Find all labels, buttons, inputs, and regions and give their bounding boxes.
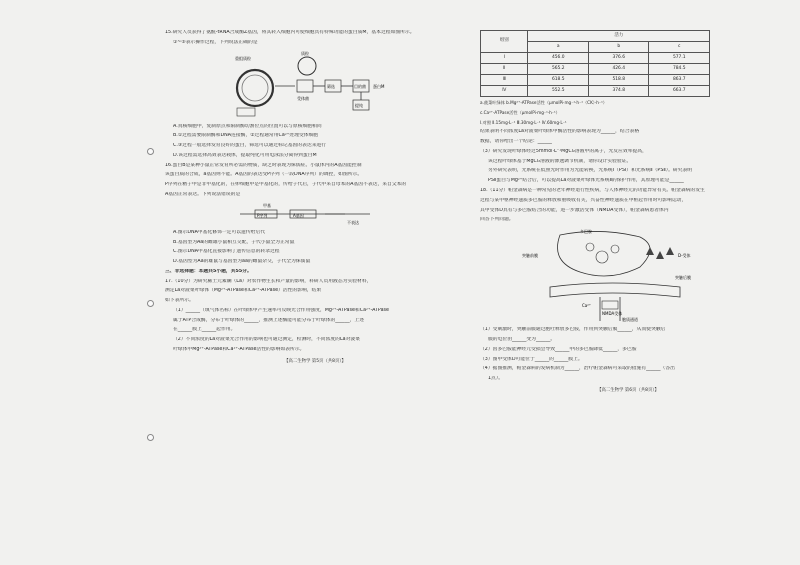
table-cell: 518.8 [588,75,649,86]
table-row [481,86,710,97]
plasmid-diagram [215,50,395,120]
table-cell: 376.6 [588,53,649,64]
q18-sub-line: 1点）。 [488,376,504,382]
q18-line: 回答下列问题。 [480,217,514,223]
q17-cont-line: 结果表明不同浓度La对菠菜叶绿体中酶活性的影响表现为______，结合表格 [480,129,640,135]
q18-sub-line: （1）受刺激时，突触前膜通过胞吐释放多巴胺，作用到突触后膜______，从而使突触后 [480,327,666,333]
q17-cont-line: 该过程叶绿体基于MgCl₂溶液的渗透调节机制，请你设计实验验证。 [488,158,632,164]
fig-label: 筛选 [327,83,335,89]
table-header-cell: 组别 [481,31,528,53]
q16-stem-4: A基因正常表达。下列说法错误的是 [165,192,241,198]
q18-figure [480,227,776,323]
table-header-cell: 活力 [528,31,710,42]
table-cell: 456.0 [528,53,589,64]
table-cell: 784.5 [649,64,710,75]
table-cell: Ⅳ [481,86,528,97]
fig-label: 胞质通道 [622,317,638,323]
q18-sub-line: （3）图中受体D可能位于______的______膜上。 [480,356,583,362]
q17-cont-line: PSⅡ蛋白与Mg²⁺结合后，可以提高La对菠菜叶绿体光系统Ⅱ的保护作用，其原理可能是______ [488,178,684,184]
fig-label: Ca²⁺ [582,303,591,309]
fig-label: P序列 [257,212,268,218]
fig-label: 蛋白M [373,83,385,89]
q17-line: （2）不同浓度的La对菠菜光合作用的影响也可通过测定，检测时，不同浓度的La对菠菜 [173,337,360,343]
fig-label: 甲基 [263,202,271,208]
q18-sub-line: （4）据图推测，帕金森病的发病机制为______，治疗帕金森病可采取的措施有______（答出 [480,366,675,372]
table-header-row [481,31,710,42]
table-cell: Ⅲ [481,75,528,86]
table-cell: 374.8 [588,86,649,97]
q16-option-a: A.图示DNA甲基化修饰一定可以遗传给后代 [173,229,266,235]
q15-stem: 15.研究人员获得了氨酰-tRNA合成酶Z基因，将其转入细胞内可使细胞具有特殊功能的蛋白质M，基本过程如图所示。 [165,30,415,35]
fig-label: 受体菌 [297,95,309,101]
methylation-diagram [235,202,375,226]
q16-stem-2: 该蛋白质的合成，a基因则不能。A基因的表达受P序列（一段DNA序列）的调控，如图所示。 [165,172,363,178]
page-footer: 【高二生物学 第6页（共8页）】 [597,387,659,393]
fig-label: 目的菌 [354,83,366,89]
table-cell: 565.2 [528,64,589,75]
table-cell: 577.1 [649,53,710,64]
fig-label: 突触后膜 [675,275,691,281]
table-header-cell: c [649,42,710,53]
page-footer: 【高二生物学 第5页（共8页）】 [284,358,346,364]
q17-line: 17.（10分）为研究稀土元素镧（La）对农作物生长和产量的影响，科研人员用液态为实验材料， [165,278,372,284]
table-cell: Ⅱ [481,64,528,75]
fig-label: 不表达 [347,219,359,225]
q16-stem: 16.蛋白B是某种小鼠正常发育所必需的物质，缺乏时表现为侏儒症。小鼠体内的A基因能控制 [165,162,362,168]
fig-label: 突触前膜 [522,253,538,259]
q15-option-c: C.③过程一般选择发育良好的蛋白，筛选可以通过标记基因的表达来进行 [173,143,327,149]
q17-line: 叶绿体中Mg²⁺-ATPase和Ca²⁺-ATPase活性的影响如表所示。 [173,347,305,352]
table-note: c.Ca²⁺-ATPase活性（μmolPi·mg⁻¹·h⁻¹） [480,109,560,115]
q16-figure [165,202,465,226]
q17-cont-line: 数据，请你给出一个结论：______ [480,139,552,145]
table-cell: 426.4 [588,64,649,75]
table-note: a.菠菜叶绿体 b.Mg²⁺-ATPase活性（μmolPi·mg⁻¹·h⁻¹（CK）·h⁻¹） [480,100,607,105]
q15-option-a: A.真核细胞中，复制原点和限制酶切割位点的位置可以与原核细胞相同 [173,123,322,129]
q15-option-b: B.①过程需要限制酶和DNA连接酶，②过程通常用Ca²⁺处理受体细胞 [173,133,319,139]
table-cell: 863.7 [649,75,710,86]
fig-label: NMDA受体 [602,311,623,317]
q18-line: 其中受体D具有与多巴胺结合的功能，进一步激活受体（NMDA受体），帕金森病患者体内 [480,207,669,213]
table-header-cell: a [528,42,589,53]
q17-line: 测定La对菠菜叶绿体（Mg²⁺-ATPase和Ca²⁺-ATPase）活性的影响，结果 [165,288,322,294]
binding-hole [147,434,154,441]
fig-label: 质粒 [301,50,309,56]
q15-figure [165,50,465,120]
fig-label: D-受体 [678,253,691,259]
fig-label: 重组质粒 [235,55,251,61]
table-cell: Ⅰ [481,53,528,64]
q16-option-c: C.图示DNA甲基化直接影响了遗传信息的转录过程 [173,249,280,255]
q18-line: 18.（11分）帕金森病是一种常见的老年神经退行性疾病，与人体神经元的功能异常有关。帕金森病的发生 [480,188,705,194]
table-cell: 552.5 [528,86,589,97]
q16-stem-3: P序列在精子中是非甲基化的，在卵细胞中是甲基化的，传给子代后，子代中来自母本的A基因不表达，来自父本的 [165,182,407,188]
q17-line: 属于ATP合成酶，分布于叶绿体的______，推测上述酶能可能分布于叶绿体的______，上述 [173,317,365,323]
fig-label: 提纯 [355,102,363,108]
q17-cont-line: （3）研究发现叶绿体经过5mmol·L⁻¹MgCl₂溶液中的离子，光反应效率提高， [480,148,647,154]
q17-line: （1）______（填气体名称）在叶绿体中产生速率可反映光合作用强度，Mg²⁺-ATPase和Ca²⁺-ATPase [173,307,389,313]
binding-hole [147,148,154,155]
q15-stem-2: ①~⑤表示操作过程，下列说法正确的是 [173,39,258,45]
q17-line: 如下表所示。 [165,298,194,304]
table-cell: 663.7 [649,86,710,97]
results-table [480,30,710,97]
q15-option-d: D.该过程需选择高效表达载体，提取纯化可用电泳法分离得到蛋白M [173,152,317,158]
q18-line: 过程与某中枢神经递质多巴胺的释放和重吸收有关，兴奋性神经递质在中枢起作用时可影响运动， [480,197,687,203]
q16-option-b: B.基因型为Aa的雌雄小鼠相互交配，子代小鼠全为正常鼠 [173,239,295,245]
section-title: 三、非选择题：本题共5小题，共55分。 [165,268,252,274]
table-cell: 618.5 [528,75,589,86]
table-row [481,75,710,86]
q16-option-d: D.基因型为Aa的雄鼠与基因型为aa的雌鼠杂交，子代全为侏儒鼠 [173,259,311,265]
q17-cont-line: 另外研究表明，光系统在低照光时作用为光能转换，光系统I（PSⅠ）和光系统Ⅱ（PSⅡ）。研究表明 [488,168,693,174]
table-note: Ⅰ.对照 Ⅱ.15mg·L⁻¹ Ⅲ.30mg·L⁻¹ Ⅳ.60mg·L⁻¹ [480,119,567,125]
q17-line: 在______膜上______起作用。 [173,327,236,333]
binding-hole [147,300,154,307]
left-page [165,30,465,370]
fig-label: 多巴胺 [580,229,592,235]
table-row [481,53,710,64]
table-row [481,64,710,75]
table-header-cell: b [588,42,649,53]
right-page [480,30,776,399]
synapse-diagram [520,227,720,323]
fig-label: A基因 [293,212,304,218]
q18-sub-line: 膜的电位由______变为______。 [488,336,556,342]
q18-sub-line: （2）因多巴胺能神经元受损会导致______中的多巴胺降低______，多巴胺 [480,346,637,352]
